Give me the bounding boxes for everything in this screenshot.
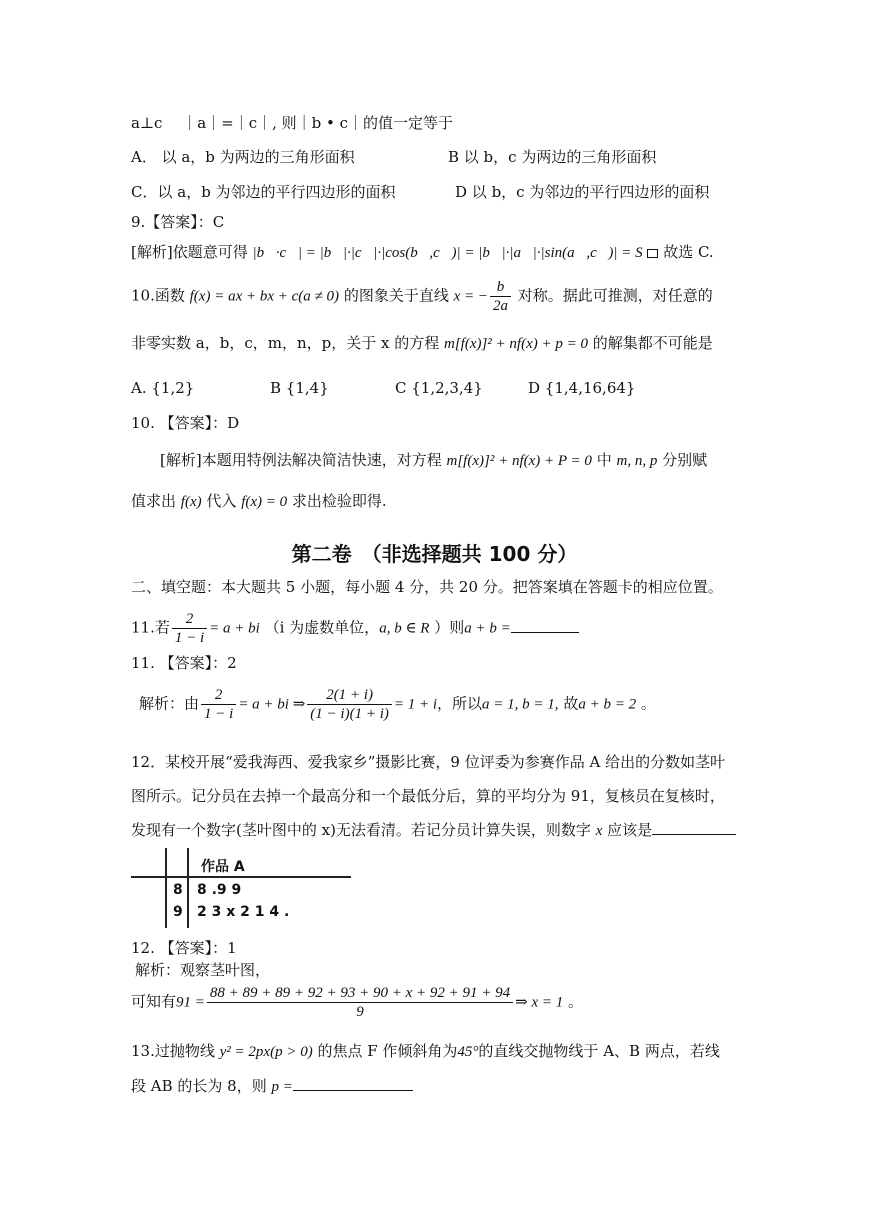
stem-row1-leaves: 8 .9 9 (197, 882, 242, 898)
q13-line1 (131, 1041, 720, 1062)
q12-blank[interactable] (652, 834, 736, 835)
q12-an-text: 可知有 (131, 992, 177, 1011)
q10-text-d: 非零实数 a，b，c，m，n，p，关于 x 的方程 (131, 334, 440, 352)
q13-p: p = (271, 1079, 293, 1095)
q11-an-fraction2: $\frac{2(1 + i)}{(1 - i)(1 + i)}$ (307, 686, 392, 723)
q10-line2 (131, 333, 713, 354)
q8-option-b: B 以 b，c 为两边的三角形面积 (448, 148, 657, 166)
q11-fraction: $\frac{2}{1 - i}$ (172, 610, 207, 647)
q11-an-mid: = a + bi ⇒ (238, 696, 306, 713)
q10-an-text-c: 分别赋 (662, 451, 708, 469)
q13-angle: 45° (457, 1044, 479, 1060)
q10-answer: 10. 【答案】：D (131, 414, 240, 432)
q10-text-c: 对称。据此可推测，对任意的 (517, 286, 713, 305)
q12-analysis-1: 解析：观察茎叶图， (135, 961, 271, 979)
q12-line3 (131, 820, 736, 841)
stem-row2-stem: 9 (173, 904, 183, 920)
q13-blank[interactable] (293, 1090, 413, 1091)
q11-then: ）则 (434, 618, 465, 637)
parallelogram-icon (647, 249, 658, 258)
q11-question (131, 610, 579, 647)
stem-divider-right (187, 848, 189, 928)
q12-line2: 图所示。记分员在去掉一个最高分和一个最低分后，算的平均分为 91，复核员在复核时， (131, 787, 725, 805)
q12-an-end: 。 (568, 992, 584, 1011)
q12-text-a: 发现有一个数字(茎叶图中的 x)无法看清。若记分员计算失误，则数字 (131, 821, 591, 839)
stem-row1-stem: 8 (173, 882, 183, 898)
q10-line1 (131, 278, 713, 315)
q12-line1: 12．某校开展“爱我海西、爱我家乡”摄影比赛，9 位评委为参赛作品 A 给出的分数如茎叶 (131, 753, 726, 771)
q8-option-d: D 以 b，c 为邻边的平行四边形的面积 (455, 183, 710, 201)
q10-option-c: C {1,2,3,4} (395, 379, 483, 397)
q13-text-d: 段 AB 的长为 8，则 (131, 1077, 267, 1095)
q11-an-gu: 故 (563, 694, 579, 713)
q10-label: 10.函数 (131, 286, 185, 305)
q10-option-d: D {1,4,16,64} (528, 379, 636, 397)
stem-header: 作品 A (201, 859, 245, 875)
q10-option-a: A. {1,2} (131, 379, 195, 397)
q10-an-text-a: [解析]本题用特例法解决简洁快速，对方程 (160, 451, 442, 469)
q13-text-c: 的直线交抛物线于 A、B 两点，若线 (478, 1042, 720, 1060)
q9-analysis-prefix: [解析]依题意可得 (131, 243, 248, 261)
q10-function: f(x) = ax + bx + c(a ≠ 0) (189, 288, 340, 305)
q9-analysis-formula: |b⃗·c⃗| = |b⃗|·|c⃗|·|cos(b⃗,c⃗)| = |b⃗|·|a⃗|·|sin(a⃗,c⃗)| = S (252, 245, 643, 261)
q8-option-c: C．以 a，b 为邻边的平行四边形的面积 (131, 183, 396, 201)
q11-an-res: a + b = 2 (578, 696, 637, 713)
q10-fraction: $\frac{b}{2a}$ (490, 278, 511, 315)
q12-text-b: 应该是 (607, 821, 653, 839)
q11-an-end: 。 (640, 694, 656, 713)
q10-text-e: 的解集都不可能是 (592, 334, 713, 352)
q8-option-a: A． 以 a，b 为两边的三角形面积 (131, 148, 355, 166)
q11-blank[interactable] (511, 632, 579, 633)
q10-an-text-b: 中 (596, 451, 612, 469)
q10-equation: m[f(x)]² + nf(x) + p = 0 (443, 336, 588, 352)
q13-label: 13.过抛物线 (131, 1042, 215, 1060)
q10-text-b: 的图象关于直线 (343, 286, 449, 305)
section-title: 第二卷 （非选择题共 100 分） (291, 542, 578, 566)
q10-analysis-line2 (131, 491, 387, 512)
q11-an-fraction: $\frac{2}{1 - i}$ (201, 686, 236, 723)
q11-analysis (139, 686, 656, 723)
q11-an-label: 解析：由 (139, 694, 200, 713)
q10-an-formula: m[f(x)]² + nf(x) + P = 0 (446, 453, 592, 469)
q10-line-x: x = − (453, 288, 489, 305)
stem-row2-leaves: 2 3 x 2 1 4 . (197, 904, 290, 920)
section-intro: 二、填空题：本大题共 5 小题，每小题 4 分，共 20 分。把答案填在答题卡的相应位置。 (131, 578, 723, 596)
q10-an-text-f: 求出检验即得. (291, 492, 387, 510)
q13-line2 (131, 1076, 413, 1097)
q11-ask: a + b = (464, 620, 511, 637)
stem-leaf-plot (131, 848, 371, 928)
stem-divider-left (165, 848, 167, 928)
q10-analysis-line1 (160, 450, 707, 471)
stem-header-rule (131, 876, 351, 878)
q12-x: x (595, 823, 603, 839)
q12-an-fraction: $\frac{88 + 89 + 89 + 92 + 93 + 90 + x + 92 + 91 + 94}{9}$ (207, 984, 513, 1021)
q9-answer: 9.【答案】：C (131, 213, 225, 231)
q10-option-b: B {1,4} (270, 379, 329, 397)
q10-an-text-d: 值求出 (131, 492, 177, 510)
q11-an-eq: = 1 + i (393, 696, 438, 713)
q11-eq: = a + bi (209, 620, 260, 637)
q12-an-left: 91 = (176, 994, 205, 1011)
q11-an-so: ，所以 (437, 694, 483, 713)
q11-an-vals: a = 1, b = 1, (482, 696, 559, 713)
q8-stem: a⊥c ｜a｜=｜c｜, 则｜b • c｜的值一定等于 (131, 114, 454, 132)
q11-paren: （i 为虚数单位， (264, 618, 380, 637)
q11-cond: a, b ∈ R (379, 620, 430, 637)
q12-an-res: ⇒ x = 1 (515, 994, 564, 1011)
q11-answer: 11. 【答案】：2 (131, 654, 237, 672)
q10-an-text-e: 代入 (206, 492, 237, 510)
q13-text-b: 的焦点 F 作倾斜角为 (317, 1042, 458, 1060)
q10-an-fx: f(x) (180, 494, 202, 510)
q10-an-fx0: f(x) = 0 (241, 494, 288, 510)
q12-analysis-2 (131, 984, 583, 1021)
q9-analysis (131, 242, 714, 263)
q9-analysis-suffix: 故选 C. (663, 243, 714, 261)
q11-label: 11.若 (131, 618, 170, 637)
q13-parabola: y² = 2px(p > 0) (219, 1044, 313, 1060)
q10-an-vars: m, n, p (616, 453, 658, 469)
q12-answer: 12. 【答案】：1 (131, 939, 237, 957)
